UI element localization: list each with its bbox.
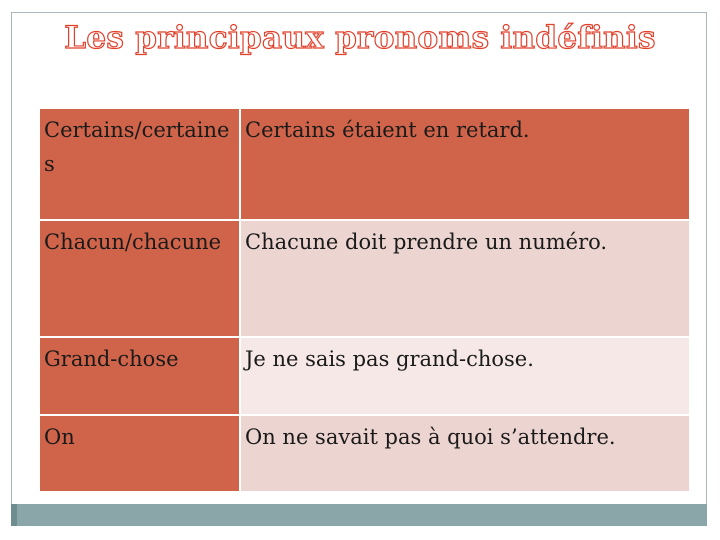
pronoun-cell: On — [39, 415, 240, 492]
table-row — [39, 220, 690, 337]
pronoun-cell: Certains/certaines — [39, 108, 240, 220]
table-row — [39, 415, 690, 492]
pronoun-table — [38, 107, 691, 493]
example-cell: Certains étaient en retard. — [240, 108, 690, 220]
footer-bar-edge — [11, 504, 17, 526]
footer-bar — [11, 504, 707, 526]
pronoun-cell: Chacun/chacune — [39, 220, 240, 337]
table-row — [39, 337, 690, 415]
example-cell: Chacune doit prendre un numéro. — [240, 220, 690, 337]
pronoun-cell: Grand-chose — [39, 337, 240, 415]
slide-title: Les principaux pronoms indéfinis — [64, 20, 656, 56]
table-row — [39, 108, 690, 220]
example-cell: On ne savait pas à quoi s’attendre. — [240, 415, 690, 492]
example-cell: Je ne sais pas grand-chose. — [240, 337, 690, 415]
